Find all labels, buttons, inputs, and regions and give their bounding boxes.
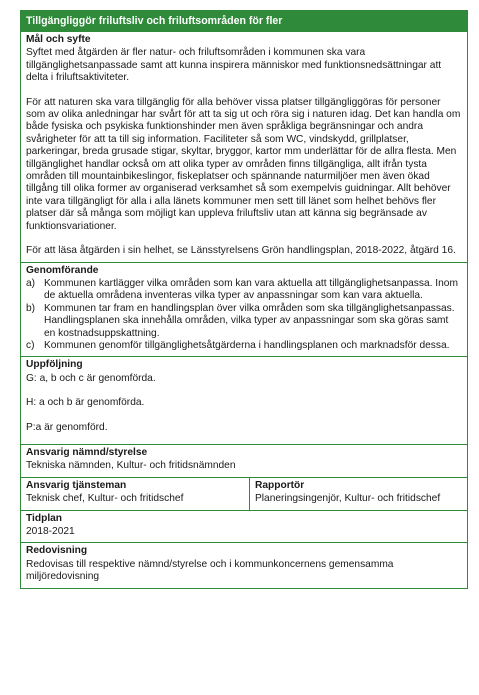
- list-text: Kommunen kartlägger vilka områden som kan vara aktuella att tillgänglighetsanpassa. Inom de aktuella områdena inventeras vilka typer av anpassningar som kan vara aktuella.: [44, 277, 458, 302]
- section-value: Redovisas till respektive nämnd/styrelse och i kommunkoncernens gemensamma miljöredovisning: [26, 558, 394, 583]
- list-item: [26, 303, 462, 340]
- list-marker: b): [26, 302, 36, 314]
- section-genomforande: [21, 262, 467, 357]
- section-title: Uppföljning: [26, 359, 83, 371]
- section-ansvarig-tjansteman: [21, 478, 250, 510]
- section-title: Genomförande: [26, 264, 99, 276]
- paragraph: För att naturen ska vara tillgänglig för alla behöver vissa platser tillgängliggöras för personer som av olika anledningar har svårt för att ta sig ut och röra sig i naturen idag. Det kan handla om både fysiska och psykiska funktionshinder men även språkliga begränsningar och andra svårigheter för att ta till sig information. Faciliteter så som WC, vindskydd, grillplatser, parkeringar, breda grusade stigar, skyltar, bryggor, kartor mm underlättar för de allra flesta. Men tillgänglighet handlar också om att olika typer av områden finns tillgängliga, allt ifrån tysta områden till mountainbikeslingor, fiskeplatser och spännande naturmiljöer men även ökad tillgång till olika former av organiserad verksamhet så som exempelvis guidningar. Allt behöver inte vara tillgängligt för alla i alla länets kommuner men sett till länet som helhet behövs fler platser där så många som möjligt kan uppleva friluftsliv utan att känna sig begränsade av funktionsvariationer.: [26, 96, 461, 232]
- list-item: [26, 340, 462, 352]
- paragraph: För att läsa åtgärden i sin helhet, se Länsstyrelsens Grön handlingsplan, 2018-2022, åtgärd 16.: [26, 245, 456, 257]
- section-title: Rapportör: [255, 479, 305, 491]
- followup-h: H: a och b är genomförda.: [26, 397, 145, 409]
- list-text: Kommunen genomför tillgänglighetsåtgärderna i handlingsplanen och marknadsför dessa.: [44, 339, 450, 351]
- section-ansvarig-namnd: [21, 444, 467, 477]
- section-value: Teknisk chef, Kultur- och fritidschef: [26, 493, 184, 505]
- section-title: Ansvarig nämnd/styrelse: [26, 446, 148, 458]
- list-marker: c): [26, 339, 35, 351]
- list-marker: a): [26, 277, 36, 289]
- list-item: [26, 278, 462, 303]
- section-title: Mål och syfte: [26, 34, 91, 45]
- paragraph: Syftet med åtgärden är fler natur- och friluftsområden i kommunen ska vara tillgänglighetsanpassade samt att kunna inspirera människor med funktionsnedsättningar att delta i friluftsaktiviteter.: [26, 47, 442, 84]
- list-text: Kommunen tar fram en handlingsplan över vilka områden som ska tillgänglighetsanpassas. Handlingsplanen ska innehålla områden, vilka typer av anpassningar som ska göras samt en kostnadsuppskattning.: [44, 302, 455, 339]
- followup-g: G: a, b och c är genomförda.: [26, 372, 156, 384]
- section-uppfoljning: [21, 356, 467, 444]
- section-value: Tekniska nämnden, Kultur- och fritidsnämnden: [26, 460, 236, 472]
- section-mal-och-syfte: [21, 31, 467, 262]
- action-card: [20, 10, 468, 589]
- section-title: Redovisning: [26, 545, 88, 557]
- section-rapportor: [250, 478, 467, 510]
- section-value: 2018-2021: [26, 526, 75, 537]
- section-redovisning: [21, 542, 467, 587]
- section-tidplan: [21, 510, 467, 543]
- card-title: Tillgängliggör friluftsliv och friluftsområden för fler: [21, 11, 467, 31]
- section-title: Ansvarig tjänsteman: [26, 479, 127, 491]
- section-value: Planeringsingenjör, Kultur- och fritidschef: [255, 493, 441, 505]
- followup-p: P:a är genomförd.: [26, 421, 108, 433]
- responsibility-row: [21, 477, 467, 510]
- section-title: Tidplan: [26, 512, 63, 524]
